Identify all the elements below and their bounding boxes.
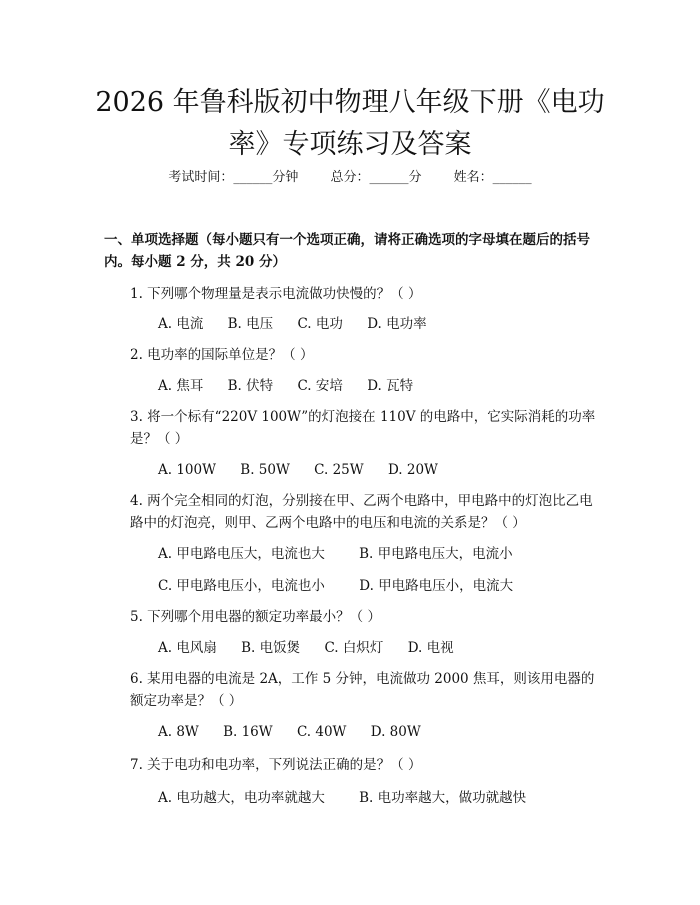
option-b: B. 甲电路电压大，电流小 (359, 546, 513, 562)
option-a: A. 100W (158, 462, 216, 478)
option-a: A. 电流 (158, 316, 204, 332)
question-1-options (158, 314, 608, 334)
question-2-stem: 2. 电功率的国际单位是？（ ） (130, 347, 314, 363)
question-5-stem: 5. 下列哪个用电器的额定功率最小？（ ） (130, 609, 381, 625)
title-line-2: 率》专项练习及答案 (228, 129, 472, 160)
document-title (60, 82, 640, 166)
option-a: A. 甲电路电压大，电流也大 (158, 546, 325, 562)
question-5-options (158, 638, 608, 658)
question-7-options (158, 788, 608, 808)
question-3 (104, 406, 604, 450)
question-4-stem: 4. 两个完全相同的灯泡，分别接在甲、乙两个电路中，甲电路中的灯泡比乙电路中的灯泡亮，则甲、乙两个电路中的电压和电流的关系是？（ ） (130, 493, 593, 531)
question-6-options (158, 722, 608, 742)
option-a: A. 焦耳 (158, 378, 204, 394)
question-7 (104, 754, 604, 776)
question-2 (104, 344, 604, 366)
option-c: C. 安培 (297, 378, 343, 394)
option-d: D. 甲电路电压小，电流大 (359, 578, 514, 594)
question-4-options-row-1 (158, 544, 608, 564)
option-a: A. 电功越大，电功率就越大 (158, 790, 325, 806)
question-1 (104, 283, 604, 305)
question-6-stem: 6. 某用电器的电流是 2A，工作 5 分钟，电流做功 2000 焦耳，则该用电器的额定功率是？（ ） (130, 671, 595, 709)
option-b: B. 电功率越大，做功就越快 (359, 790, 527, 806)
exam-time-field: 考试时间：______分钟 (168, 170, 299, 185)
option-a: A. 电风扇 (158, 640, 217, 656)
option-c: C. 40W (296, 724, 347, 740)
option-d: D. 电视 (407, 640, 454, 656)
question-7-stem: 7. 关于电功和电功率，下列说法正确的是？（ ） (130, 757, 422, 773)
option-c: C. 甲电路电压小，电流也小 (158, 578, 325, 594)
option-b: B. 16W (223, 724, 273, 740)
question-5 (104, 606, 604, 628)
option-d: D. 80W (370, 724, 421, 740)
question-4-options-row-2 (158, 576, 608, 596)
option-b: B. 50W (240, 462, 290, 478)
option-c: C. 25W (314, 462, 364, 478)
section-heading: 一、单项选择题（每小题只有一个选项正确，请将正确选项的字母填在题后的括号内。每小题 2 分，共 20 分） (104, 232, 590, 270)
option-a: A. 8W (158, 724, 199, 740)
exam-info (0, 168, 700, 188)
name-field: 姓名：______ (453, 170, 532, 185)
option-c: C. 电功 (297, 316, 343, 332)
question-2-options (158, 376, 608, 396)
option-b: B. 电压 (227, 316, 274, 332)
option-c: C. 白炽灯 (324, 640, 384, 656)
total-score-field: 总分：______分 (330, 170, 422, 185)
question-3-options (158, 460, 608, 480)
option-b: B. 电饭煲 (241, 640, 301, 656)
option-d: D. 瓦特 (367, 378, 414, 394)
question-6 (104, 668, 604, 712)
question-4 (104, 490, 604, 534)
question-3-stem: 3. 将一个标有“220V 100W”的灯泡接在 110V 的电路中，它实际消耗的功率是？（ ） (130, 409, 596, 447)
option-d: D. 20W (387, 462, 438, 478)
title-line-1: 2026 年鲁科版初中物理八年级下册《电功 (95, 87, 605, 118)
question-1-stem: 1. 下列哪个物理量是表示电流做功快慢的？（ ） (130, 286, 422, 302)
option-b: B. 伏特 (227, 378, 274, 394)
option-d: D. 电功率 (367, 316, 427, 332)
